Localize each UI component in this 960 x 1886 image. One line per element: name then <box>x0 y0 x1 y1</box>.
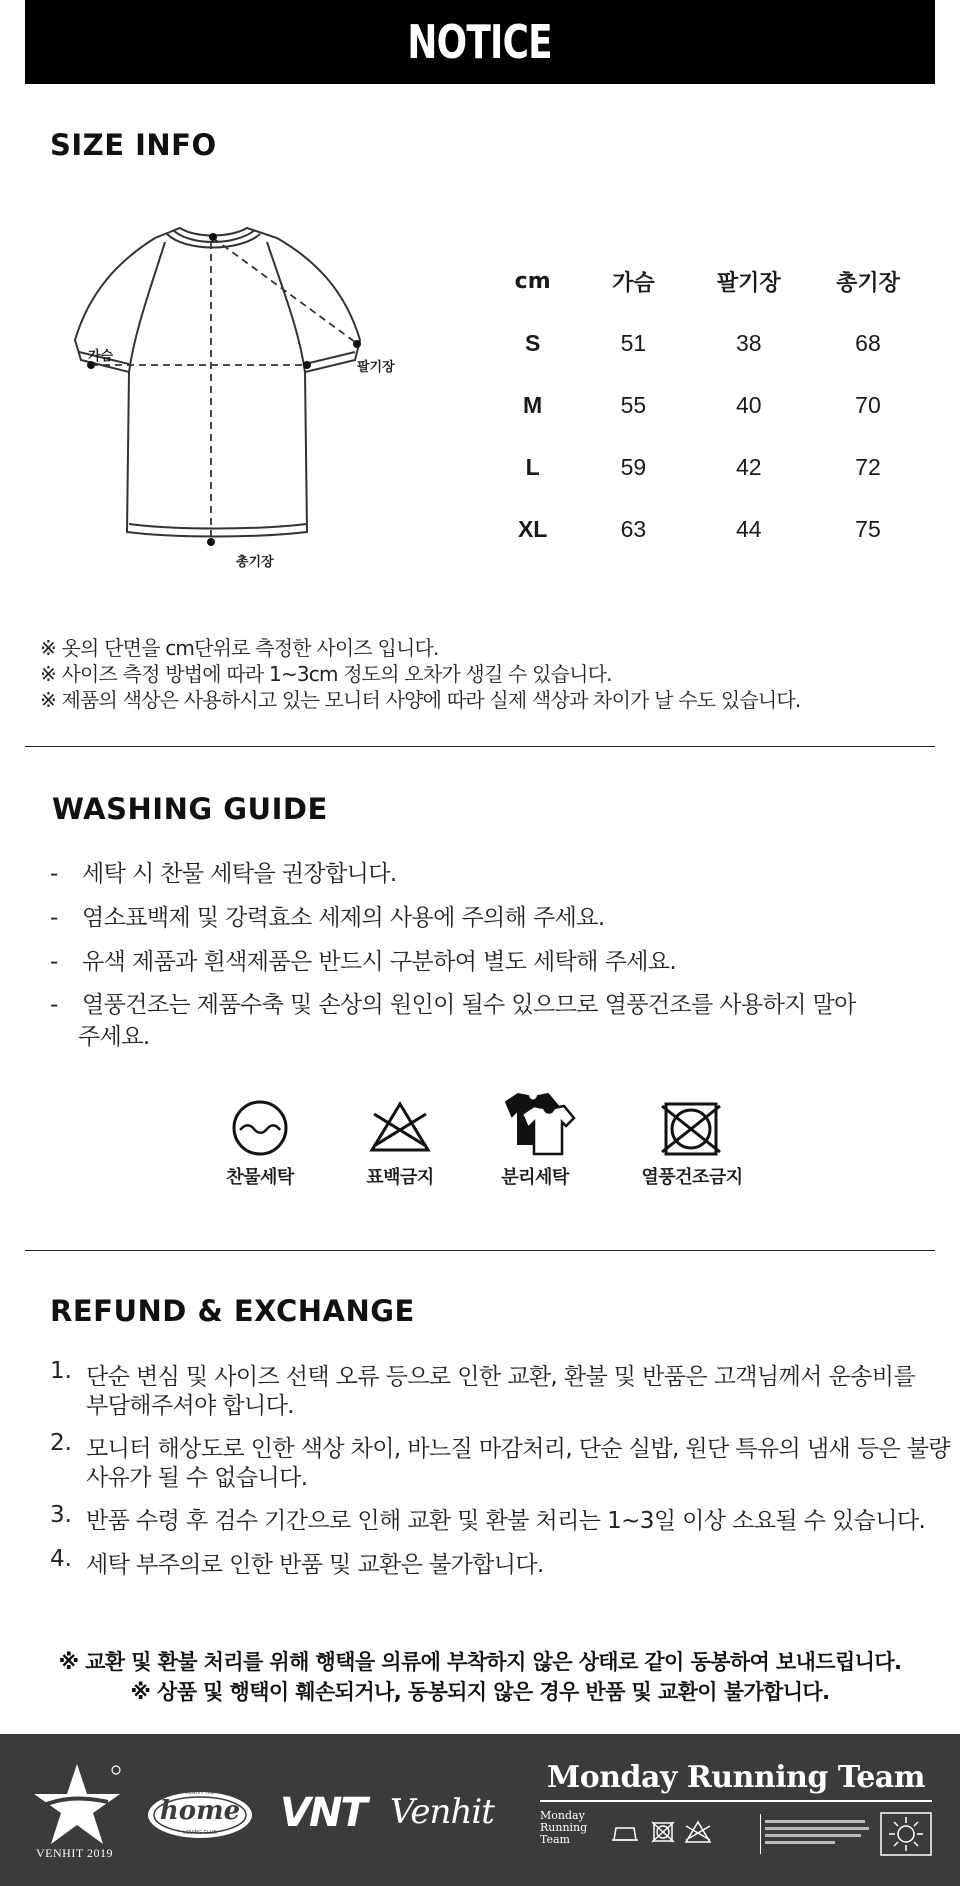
table-row <box>490 312 930 374</box>
list-item: - 염소표백제 및 강력효소 세제의 사용에 주의해 주세요. <box>50 905 605 931</box>
size-note: ※ 사이즈 측정 방법에 따라 1~3cm 정도의 오차가 생길 수 있습니다. <box>40 662 612 686</box>
size-info-title: SIZE INFO <box>50 128 217 162</box>
table-cell: 59 <box>620 453 647 480</box>
list-item: - 유색 제품과 흰색제품은 반드시 구분하여 별도 세탁해 주세요. <box>50 949 677 975</box>
table-row <box>490 436 930 498</box>
table-cell: M <box>523 391 543 418</box>
table-cell: 38 <box>735 329 762 356</box>
size-table-header <box>490 250 930 312</box>
care-label: 표백금지 <box>366 1167 434 1188</box>
wash-item-text: 세탁 시 찬물 세탁을 권장합니다. <box>82 861 397 887</box>
home-logo-subtext: LOVING CLUB <box>183 1830 217 1836</box>
care-symbols-icon <box>610 1818 750 1848</box>
divider <box>25 1250 935 1251</box>
table-cell: 70 <box>855 391 881 418</box>
team-divider <box>760 1814 761 1854</box>
refund-item-number: 2. <box>50 1430 72 1456</box>
home-logo-subtext: VENHIT THE <box>185 1790 215 1796</box>
wash-item-text: 유색 제품과 흰색제품은 반드시 구분하여 별도 세탁해 주세요. <box>82 949 677 975</box>
team-title-underline <box>540 1800 932 1802</box>
size-note: ※ 옷의 단면을 cm단위로 측정한 사이즈 입니다. <box>40 636 439 660</box>
cold-wash-icon <box>230 1098 290 1158</box>
refund-item-number: 3. <box>50 1502 72 1528</box>
bold-notice: ※ 교환 및 환불 처리를 위해 행택을 의류에 부착하지 않은 상태로 같이 동봉하여 보내드립니다. <box>58 1650 902 1674</box>
chest-label: 가슴 <box>88 349 114 364</box>
table-cell: 63 <box>620 515 647 542</box>
home-logo-text: home <box>159 1796 241 1826</box>
table-cell: 72 <box>855 453 881 480</box>
table-cell: L <box>525 453 540 480</box>
refund-item-text: 반품 수령 후 검수 기간으로 인해 교환 및 환불 처리는 1~3일 이상 소요될 수 있습니다. <box>86 1508 926 1534</box>
no-tumble-dry-icon <box>660 1098 722 1160</box>
brand-year: VENHIT 2019 <box>36 1846 113 1860</box>
refund-item-text: 부담해주셔야 합니다. <box>86 1393 294 1419</box>
table-cell: 75 <box>855 515 881 542</box>
notice-title: NOTICE <box>407 15 553 69</box>
care-label: 열풍건조금지 <box>641 1167 743 1188</box>
refund-title: REFUND & EXCHANGE <box>50 1294 415 1328</box>
table-cell: 44 <box>735 515 762 542</box>
table-row <box>490 374 930 436</box>
refund-item-text: 세탁 부주의로 인한 반품 및 교환은 불가합니다. <box>86 1552 544 1578</box>
refund-item-text: 모니터 해상도로 인한 색상 차이, 바느질 마감처리, 단순 실밥, 원단 특유의 냄새 등은 불량 <box>86 1436 951 1462</box>
size-table <box>490 250 930 560</box>
table-row <box>490 498 930 560</box>
table-cell: XL <box>517 515 548 542</box>
table-cell: 40 <box>735 391 762 418</box>
length-label: 총기장 <box>236 555 274 570</box>
list-item: - 열풍건조는 제품수축 및 손상의 원인이 될수 있으므로 열풍건조를 사용하지 말아 <box>50 992 856 1018</box>
team-fine-print <box>765 1818 875 1848</box>
star-logo-icon <box>30 1762 124 1848</box>
table-header-cell: 총기장 <box>836 270 900 296</box>
table-cell: 55 <box>620 391 647 418</box>
no-bleach-icon <box>368 1100 432 1156</box>
bold-notice: ※ 상품 및 행택이 훼손되거나, 동봉되지 않은 경우 반품 및 교환이 불가합니다. <box>130 1680 830 1704</box>
refund-item-text: 사유가 될 수 없습니다. <box>86 1465 308 1491</box>
table-cell: 42 <box>735 453 762 480</box>
care-label: 분리세탁 <box>501 1167 569 1188</box>
sun-emblem-icon <box>880 1812 932 1856</box>
wash-item-text: 열풍건조는 제품수축 및 손상의 원인이 될수 있으므로 열풍건조를 사용하지 말아 <box>82 992 856 1018</box>
notice-header <box>25 0 935 84</box>
venhit-logo: Venhit <box>390 1792 494 1832</box>
refund-item-number: 4. <box>50 1546 72 1572</box>
wash-item-text: 염소표백제 및 강력효소 세제의 사용에 주의해 주세요. <box>82 905 605 931</box>
table-header-cell: cm <box>514 268 551 294</box>
vnt-logo: VNT <box>280 1790 366 1836</box>
sleeve-label: 팔기장 <box>357 360 395 375</box>
care-label: 찬물세탁 <box>226 1167 294 1188</box>
table-header-cell: 팔기장 <box>716 270 781 296</box>
tshirt-diagram <box>55 220 415 570</box>
wash-item-continued: 주세요. <box>78 1024 150 1050</box>
table-cell: S <box>524 329 541 356</box>
table-cell: 51 <box>620 329 647 356</box>
table-header-cell: 가슴 <box>612 270 655 296</box>
refund-item-number: 1. <box>50 1358 72 1384</box>
size-note: ※ 제품의 색상은 사용하시고 있는 모니터 사양에 따라 실제 색상과 차이가 날 수도 있습니다. <box>40 688 801 712</box>
divider <box>25 746 935 747</box>
list-item: - 세탁 시 찬물 세탁을 권장합니다. <box>50 861 397 887</box>
footer <box>0 1734 960 1886</box>
team-title: Monday Running Team <box>547 1760 925 1795</box>
separate-wash-icon <box>500 1092 576 1158</box>
washing-guide-title: WASHING GUIDE <box>52 792 328 826</box>
table-cell: 68 <box>855 329 881 356</box>
refund-item-text: 단순 변심 및 사이즈 선택 오류 등으로 인한 교환, 환불 및 반품은 고객님께서 운송비를 <box>86 1364 915 1390</box>
team-badge: Monday Running Team <box>540 1809 588 1846</box>
